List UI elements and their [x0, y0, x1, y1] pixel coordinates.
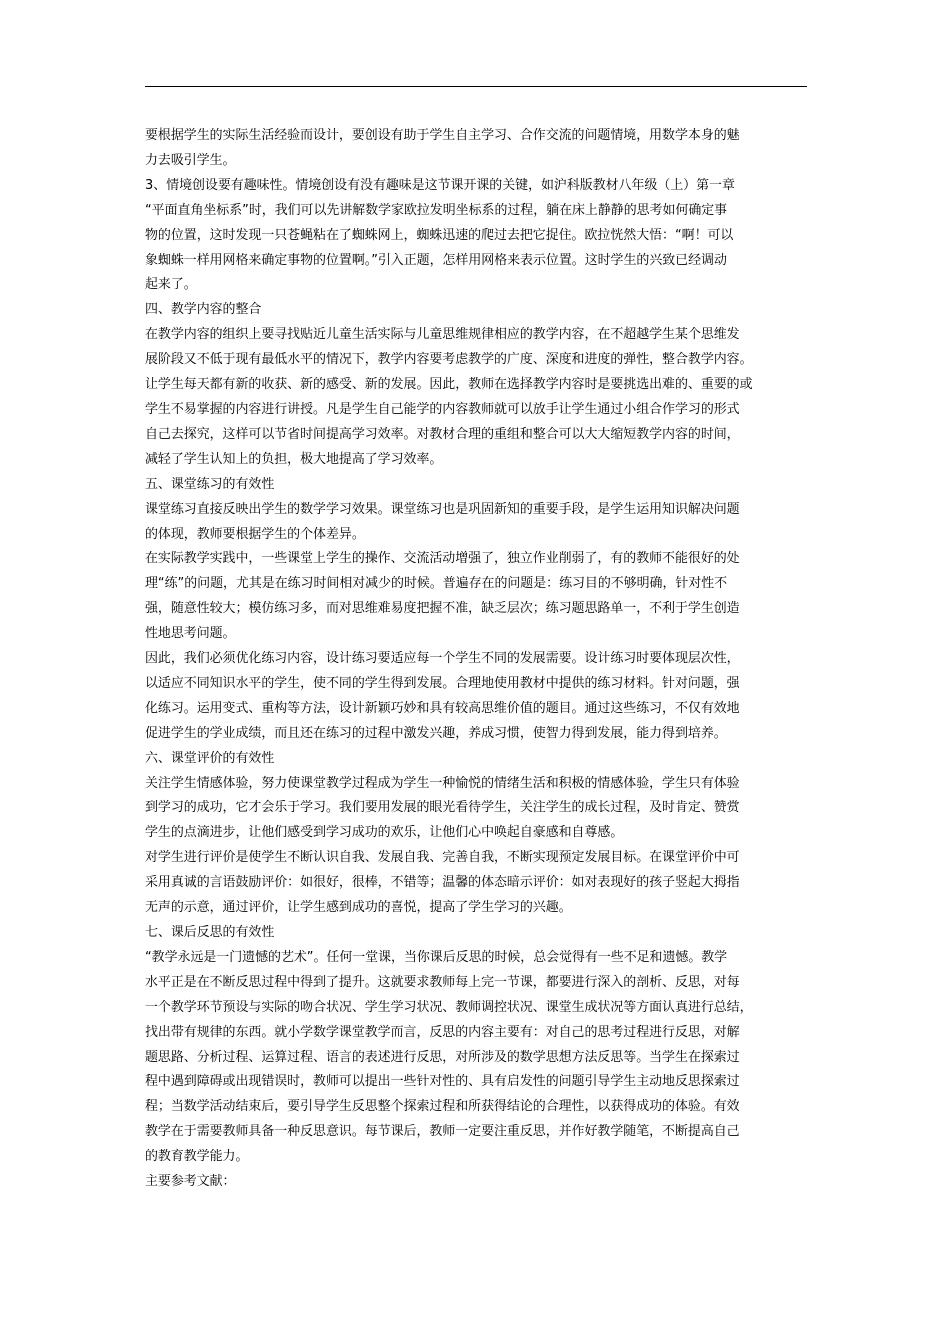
text-line: 物的位置，这时发现一只苍蝇粘在了蜘蛛网上，蜘蛛迅速的爬过去把它捉住。欧拉恍然大悟：“啊！可以	[145, 227, 734, 243]
text-line: 化练习。运用变式、重构等方法，设计新颖巧妙和具有较高思维价值的题目。通过这些练习，不仅有效地	[145, 700, 740, 716]
text-line: 找出带有规律的东西。就小学数学课堂教学而言，反思的内容主要有：对自己的思考过程进行反思，对解	[145, 1024, 740, 1040]
text-line: 六、课堂评价的有效性	[145, 750, 275, 766]
text-line: 让学生每天都有新的收获、新的感受、新的发展。因此，教师在选择教学内容时是要挑选出难的、重要的或	[145, 377, 753, 393]
text-line: 到学习的成功，它才会乐于学习。我们要用发展的眼光看待学生，关注学生的成长过程，及时肯定、赞赏	[145, 800, 740, 816]
text-line: 四、教学内容的整合	[145, 302, 262, 318]
text-line: 性地思考问题。	[145, 626, 236, 642]
text-line: 五、课堂练习的有效性	[145, 476, 275, 492]
text-line: 水平正是在不断反思过程中得到了提升。这就要求教师每上完一节课，都要进行深入的剖析、反思，对每	[145, 974, 740, 990]
text-line: 强，随意性较大；模仿练习多，而对思维难易度把握不准，缺乏层次；练习题思路单一，不利于学生创造	[145, 601, 740, 617]
text-line: 关注学生情感体验，努力使课堂教学过程成为学生一种愉悦的情绪生活和积极的情感体验，学生只有体验	[145, 775, 740, 791]
text-line: 3、情境创设要有趣味性。情境创设有没有趣味是这节课开课的关键，如沪科版教材八年级（上）第一章	[145, 177, 735, 193]
text-line: 在实际教学实践中，一些课堂上学生的操作、交流活动增强了，独立作业削弱了，有的教师不能很好的处	[145, 551, 740, 567]
text-line: 无声的示意，通过评价，让学生感到成功的喜悦，提高了学生学习的兴趣。	[145, 900, 572, 916]
text-line: 促进学生的学业成绩，而且还在练习的过程中激发兴趣，养成习惯，使智力得到发展，能力得到培养。	[145, 725, 727, 741]
text-line: 教学在于需要教师具备一种反思意识。每节课后，教师一定要注重反思，并作好教学随笔，不断提高自己	[145, 1124, 740, 1140]
text-line: 以适应不同知识水平的学生，使不同的学生得到发展。合理地使用教材中提供的练习材料。针对问题，强	[145, 675, 740, 691]
text-line: 课堂练习直接反映出学生的数学学习效果。课堂练习也是巩固新知的重要手段，是学生运用知识解决问题	[145, 501, 740, 517]
document-body	[145, 124, 815, 1195]
text-line: 要根据学生的实际生活经验而设计，要创设有助于学生自主学习、合作交流的问题情境，用数学本身的魅	[145, 128, 740, 143]
text-line: 采用真诚的言语鼓励评价：如很好，很棒，不错等；温馨的体态暗示评价：如对表现好的孩子竖起大拇指	[145, 875, 740, 891]
text-line: 在教学内容的组织上要寻找贴近儿童生活实际与儿童思维规律相应的教学内容，在不超越学生某个思维发	[145, 327, 740, 343]
text-line: 学生的点滴进步，让他们感受到学习成功的欢乐，让他们心中唤起自豪感和自尊感。	[145, 825, 624, 841]
text-line: “教学永远是一门遗憾的艺术”。任何一堂课，当你课后反思的时候，总会觉得有一些不足和遗憾。教学	[145, 949, 728, 965]
text-line: 主要参考文献：	[145, 1174, 236, 1190]
text-line: “平面直角坐标系”时，我们可以先讲解数学家欧拉发明坐标系的过程，躺在床上静静的思考如何确定事	[145, 202, 728, 218]
text-line: 程；当数学活动结束后，要引导学生反思整个探索过程和所获得结论的合理性，以获得成功的体验。有效	[145, 1099, 740, 1115]
text-line: 学生不易掌握的内容进行讲授。凡是学生自己能学的内容教师就可以放手让学生通过小组合作学习的形式	[145, 401, 740, 417]
text-line: 起来了。	[145, 277, 197, 293]
header-rule	[145, 86, 807, 87]
text-line: 因此，我们必须优化练习内容，设计练习要适应每一个学生不同的发展需要。设计练习时要体现层次性，	[145, 651, 740, 667]
text-line: 力去吸引学生。	[145, 152, 236, 168]
text-line: 象蜘蛛一样用网格来确定事物的位置啊。”引入正题，怎样用网格来表示位置。这时学生的兴致已经调动	[145, 252, 727, 268]
text-line: 的教育教学能力。	[145, 1149, 249, 1165]
text-line: 展阶段又不低于现有最低水平的情况下，教学内容要考虑教学的广度、深度和进度的弹性，整合教学内容。	[145, 352, 753, 368]
text-line: 题思路、分析过程、运算过程、语言的表述进行反思，对所涉及的数学思想方法反思等。当学生在探索过	[145, 1049, 740, 1065]
text-line: 对学生进行评价是使学生不断认识自我、发展自我、完善自我，不断实现预定发展目标。在课堂评价中可	[145, 850, 740, 866]
text-line: 七、课后反思的有效性	[145, 925, 275, 940]
text-line: 一个教学环节预设与实际的吻合状况、学生学习状况、教师调控状况、课堂生成状况等方面认真进行总结，	[145, 999, 753, 1015]
text-line: 减轻了学生认知上的负担，极大地提高了学习效率。	[145, 451, 443, 467]
text-line: 理“练”的问题，尤其是在练习时间相对减少的时候。普遍存在的问题是：练习目的不够明确，针对性不	[145, 576, 728, 592]
text-line: 自己去探究，这样可以节省时间提高学习效率。对教材合理的重组和整合可以大大缩短教学内容的时间，	[145, 426, 740, 442]
text-line: 的体现，教师要根据学生的个体差异。	[145, 526, 365, 542]
text-line: 程中遇到障碍或出现错误时，教师可以提出一些针对性的、具有启发性的问题引导学生主动地反思探索过	[145, 1074, 740, 1090]
